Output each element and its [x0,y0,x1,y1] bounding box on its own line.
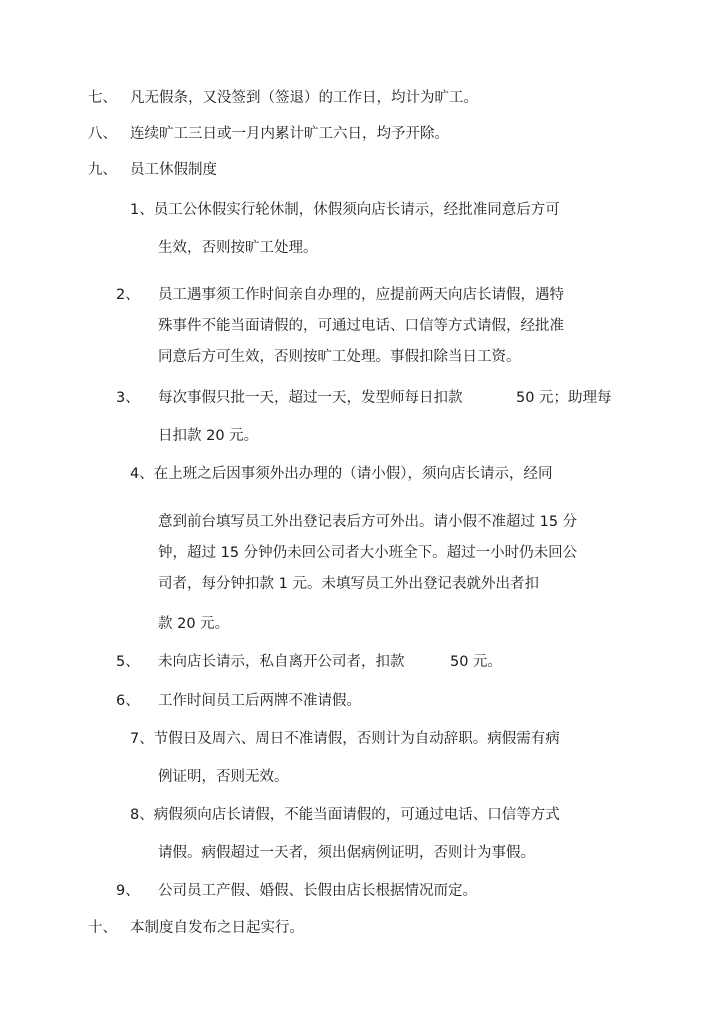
sub-3-number: 3、 [116,390,140,406]
sub-2-line-2: 殊事件不能当面请假的，可通过电话、口信等方式请假，经批准 [158,318,564,334]
sub-3-line-1-a: 每次事假只批一天，超过一天，发型师每日扣款 [158,390,463,406]
sub-8-line-1: 8、病假须向店长请假，不能当面请假的，可通过电话、口信等方式 [130,807,560,823]
sub-6-number: 6、 [116,693,140,709]
sub-9-text: 公司员工产假、婚假、长假由店长根据情况而定。 [158,883,477,899]
sub-8-line-2: 请假。病假超过一天者，须出倨病例证明，否则计为事假。 [158,845,535,861]
sub-5-number: 5、 [116,654,140,670]
item-7-text: 凡无假条，又没签到（签退）的工作日，均计为旷工。 [130,90,478,106]
sub-4-line-2: 意到前台填写员工外出登记表后方可外出。请小假不准超过 15 分 [158,514,578,530]
sub-4-line-1: 4、在上班之后因事须外出办理的（请小假），须向店长请示，经同 [130,466,553,482]
sub-7-line-2: 例证明，否则无效。 [158,769,289,785]
sub-1-line-2: 生效，否则按旷工处理。 [158,240,318,256]
sub-3-line-1-b: 50 元；助理每 [516,390,612,406]
item-9-title: 员工休假制度 [130,162,217,178]
item-10-text: 本制度自发布之日起实行。 [130,920,304,936]
sub-1-line-1: 1、员工公休假实行轮休制，休假须向店长请示，经批准同意后方可 [130,202,560,218]
sub-4-line-3: 钟，超过 15 分钟仍未回公司者大小班全下。超过一小时仍未回公 [158,545,578,561]
item-9-number: 九、 [88,162,117,178]
item-8-text: 连续旷工三日或一月内累计旷工六日，均予开除。 [130,126,449,142]
sub-3-line-2: 日扣款 20 元。 [158,428,259,444]
sub-2-line-3: 同意后方可生效，否则按旷工处理。事假扣除当日工资。 [158,349,521,365]
sub-4-line-5: 款 20 元。 [158,616,230,632]
item-8-number: 八、 [88,126,117,142]
sub-5-text-b: 50 元。 [450,654,503,670]
sub-4-line-4: 司者，每分钟扣款 1 元。未填写员工外出登记表就外出者扣 [158,576,539,592]
sub-9-number: 9、 [116,883,140,899]
item-10-number: 十、 [88,920,117,936]
sub-6-text: 工作时间员工后两牌不准请假。 [158,693,361,709]
item-7-number: 七、 [88,90,117,106]
sub-7-line-1: 7、节假日及周六、周日不准请假，否则计为自动辞职。病假需有病 [130,731,560,747]
sub-2-number: 2、 [116,287,140,303]
sub-2-line-1: 员工遇事须工作时间亲自办理的，应提前两天向店长请假，遇特 [158,287,564,303]
sub-5-text-a: 未向店长请示，私自离开公司者，扣款 [158,654,405,670]
